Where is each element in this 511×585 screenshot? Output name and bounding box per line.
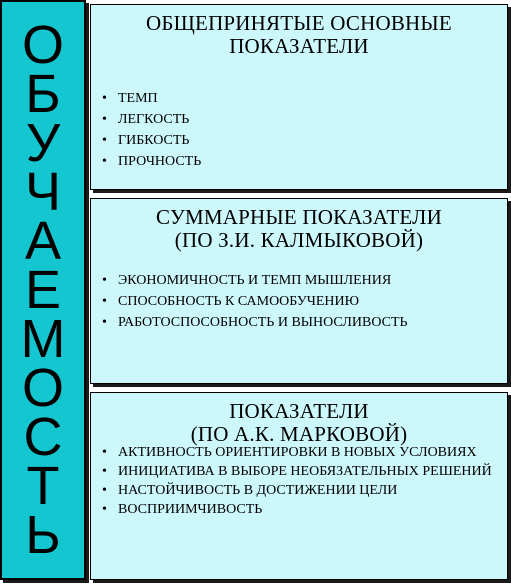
panel-title-line: СУММАРНЫЕ ПОКАЗАТЕЛИ <box>156 205 442 229</box>
list-item <box>101 273 499 289</box>
side-label-letter: Т <box>26 455 60 516</box>
bullet-icon: • <box>102 273 107 288</box>
bullet-icon: • <box>102 445 107 460</box>
side-label-letter: Ь <box>25 504 61 565</box>
side-label-letter: У <box>25 112 61 173</box>
panel-title <box>99 12 499 58</box>
side-label-letter: Ч <box>24 161 61 222</box>
side-label-letter: А <box>24 210 61 271</box>
list-item <box>101 154 499 170</box>
list-item-label: ЭКОНОМИЧНОСТЬ И ТЕМП МЫШЛЕНИЯ <box>118 273 392 288</box>
panel-general-indicators <box>90 4 508 190</box>
list-item <box>101 133 499 149</box>
panel-title-line: (ПО А.К. МАРКОВОЙ) <box>190 422 408 446</box>
list-item-label: ЛЕГКОСТЬ <box>118 112 190 127</box>
panel-title-line: ОБЩЕПРИНЯТЫЕ ОСНОВНЫЕ <box>146 11 452 35</box>
side-label-letter: Б <box>25 63 61 124</box>
panel-markova-indicators <box>90 392 508 580</box>
list-item <box>101 502 499 518</box>
panel-title-line: ПОКАЗАТЕЛИ <box>229 34 369 58</box>
indicator-list <box>101 273 499 336</box>
list-item-label: ПРОЧНОСТЬ <box>118 154 202 169</box>
list-item <box>101 112 499 128</box>
bullet-icon: • <box>102 483 107 498</box>
side-label-letter: Е <box>24 259 61 320</box>
list-item-label: АКТИВНОСТЬ ОРИЕНТИРОВКИ В НОВЫХ УСЛОВИЯХ <box>118 445 477 460</box>
list-item-label: ВОСПРИИМЧИВОСТЬ <box>118 502 263 517</box>
list-item-label: СПОСОБНОСТЬ К САМООБУЧЕНИЮ <box>118 294 360 309</box>
indicator-list <box>101 91 499 175</box>
list-item-label: НАСТОЙЧИВОСТЬ В ДОСТИЖЕНИИ ЦЕЛИ <box>118 483 398 498</box>
bullet-icon: • <box>102 464 107 479</box>
side-label-letter: М <box>20 308 66 369</box>
side-label <box>20 14 66 565</box>
list-item <box>101 294 499 310</box>
list-item-label: ИНИЦИАТИВА В ВЫБОРЕ НЕОБЯЗАТЕЛЬНЫХ РЕШЕНИЙ <box>118 464 492 479</box>
side-label-bar <box>0 0 86 580</box>
bullet-icon: • <box>102 502 107 517</box>
bullet-icon: • <box>102 91 107 106</box>
list-item-label: ГИБКОСТЬ <box>118 133 190 148</box>
side-label-letter: О <box>21 14 64 75</box>
side-label-letter: О <box>21 357 64 418</box>
list-item <box>101 483 499 499</box>
panel-title <box>99 400 499 446</box>
list-item-label: ТЕМП <box>118 91 158 106</box>
bullet-icon: • <box>102 112 107 127</box>
list-item <box>101 445 499 461</box>
bullet-icon: • <box>102 294 107 309</box>
bullet-icon: • <box>102 315 107 330</box>
list-item <box>101 315 499 331</box>
panel-title-line: (ПО З.И. КАЛМЫКОВОЙ) <box>174 228 424 252</box>
indicator-list <box>101 445 499 521</box>
list-item <box>101 91 499 107</box>
list-item <box>101 464 499 480</box>
bullet-icon: • <box>102 154 107 169</box>
side-label-letter: С <box>23 406 63 467</box>
panel-summary-indicators <box>90 198 508 384</box>
panel-title-line: ПОКАЗАТЕЛИ <box>229 399 369 423</box>
panel-title <box>99 206 499 252</box>
list-item-label: РАБОТОСПОСОБНОСТЬ И ВЫНОСЛИВОСТЬ <box>118 315 408 330</box>
bullet-icon: • <box>102 133 107 148</box>
